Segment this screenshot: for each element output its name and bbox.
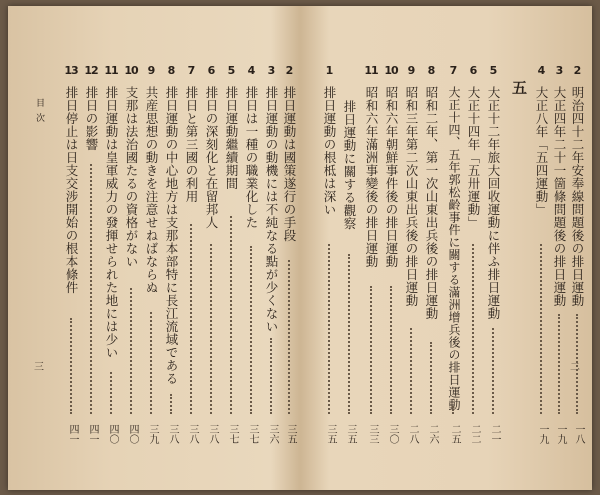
- entry-page: 二一: [489, 424, 500, 444]
- entry-page: 二二: [469, 424, 480, 444]
- entry-title: 昭和三年第二次山東出兵後の排日運動: [404, 86, 419, 307]
- entry-page: 三八: [187, 424, 198, 444]
- dot-leader: [130, 288, 132, 414]
- dot-leader: [452, 406, 454, 414]
- entry-title: 昭和六年朝鮮事件後の排日運動: [384, 86, 399, 268]
- entry-number: 10: [124, 64, 138, 77]
- entry-title: 排日と第三國の利用: [184, 86, 199, 203]
- entry-number: 11: [364, 64, 378, 77]
- entry-number: 6: [207, 64, 215, 77]
- entry-number: 2: [285, 64, 293, 77]
- entry-number: 9: [407, 64, 415, 77]
- entry-page: 三五: [325, 424, 336, 444]
- entry-number: 3: [267, 64, 275, 77]
- toc-entry: [222, 64, 240, 444]
- dot-leader: [370, 286, 372, 414]
- entry-page: 三三: [367, 424, 378, 444]
- entry-number: 1: [325, 64, 333, 77]
- entry-page: 三七: [247, 424, 258, 444]
- entry-title: 排日運動の動機には不純なる點が少くない: [264, 86, 279, 333]
- entry-number: 4: [247, 64, 255, 77]
- right-page: [300, 6, 592, 490]
- page-number: 三: [34, 362, 44, 373]
- entry-page: 二五: [449, 424, 460, 444]
- entry-number: 13: [64, 64, 78, 77]
- entry-number: 6: [469, 64, 477, 77]
- toc-entry: [444, 64, 462, 444]
- open-book: [8, 6, 592, 490]
- dot-leader: [90, 164, 92, 414]
- entry-page: 三九: [147, 424, 158, 444]
- entry-title: 昭和二年、第一次山東出兵後の排日運動: [424, 86, 439, 320]
- entry-number: 11: [104, 64, 118, 77]
- entry-title: 大正十四年「五卅運動」: [466, 86, 481, 229]
- dot-leader: [210, 244, 212, 414]
- toc-entry: [202, 64, 220, 444]
- dot-leader: [430, 342, 432, 414]
- dot-leader: [230, 216, 232, 414]
- entry-title: 排日運動は國策遂行の手段: [282, 86, 297, 242]
- dot-leader: [110, 372, 112, 414]
- dot-leader: [150, 312, 152, 414]
- toc-entry: [568, 64, 586, 444]
- toc-entry: [242, 64, 260, 444]
- dot-leader: [558, 314, 560, 414]
- left-page: [8, 6, 300, 490]
- dot-leader: [328, 244, 330, 414]
- entry-page: 三〇: [387, 424, 398, 444]
- entry-title: 排日の影響: [84, 86, 99, 151]
- entry-title: 大正四年二十一箇條問題後の排日運動: [552, 86, 567, 307]
- entry-page: 四〇: [107, 424, 118, 444]
- entry-number: 9: [147, 64, 155, 77]
- dot-leader: [540, 244, 542, 414]
- toc-entry: [142, 64, 160, 444]
- toc-entry: [422, 64, 440, 444]
- dot-leader: [348, 254, 350, 414]
- toc-entry: [464, 64, 482, 444]
- entry-page: 二六: [427, 424, 438, 444]
- dot-leader: [250, 246, 252, 414]
- entry-title: 大正八年「五四運動」: [534, 86, 549, 216]
- dot-leader: [70, 318, 72, 414]
- toc-entry: [340, 64, 358, 444]
- entry-page: 四〇: [127, 424, 138, 444]
- toc-entry: [280, 64, 298, 444]
- entry-title: 昭和六年滿洲事變後の排日運動: [364, 86, 379, 268]
- dot-leader: [410, 328, 412, 414]
- entry-title: 支那は法治國たるの資格がない: [124, 86, 139, 268]
- dot-leader: [288, 260, 290, 414]
- entry-page: 三七: [227, 424, 238, 444]
- dot-leader: [170, 394, 172, 414]
- entry-title: 排日運動の中心地方は支那本部特に長江流域である: [164, 86, 179, 385]
- entry-page: 一九: [537, 424, 548, 444]
- entry-page: 二八: [407, 424, 418, 444]
- entry-title: 排日停止は日支交涉開始の根本條件: [64, 86, 79, 294]
- entry-number: 5: [227, 64, 235, 77]
- entry-title: 排日運動繼續期間: [224, 86, 239, 190]
- entry-title: 排日運動の根柢は深い: [322, 86, 337, 216]
- entry-title: 大正十二年旅大回收運動に伴ふ排日運動: [486, 86, 501, 320]
- entry-title: 共産思想の動きを注意せねばならぬ: [144, 86, 159, 294]
- entry-number: 4: [537, 64, 545, 77]
- toc-entry: [102, 64, 120, 444]
- entry-number: 7: [187, 64, 195, 77]
- toc-entry: [484, 64, 502, 444]
- entry-title: 排日は一種の職業化した: [244, 86, 259, 229]
- toc-entry: [320, 64, 338, 444]
- dot-leader: [390, 286, 392, 414]
- entry-page: 四一: [87, 424, 98, 444]
- entry-number: 2: [573, 64, 581, 77]
- entry-number: 8: [167, 64, 175, 77]
- entry-page: 四一: [67, 424, 78, 444]
- toc-entry: [382, 64, 400, 444]
- entry-page: 三五: [285, 424, 296, 444]
- entry-title: 排日運動に關する觀察: [342, 100, 357, 230]
- entry-number: 7: [449, 64, 457, 77]
- toc-entry: [550, 64, 568, 444]
- entry-page: 三五: [345, 424, 356, 444]
- entry-number: 10: [384, 64, 398, 77]
- page-number: 二: [570, 362, 580, 373]
- entry-title: 排日の深刻化と在留邦人: [204, 86, 219, 229]
- entry-page: 三八: [207, 424, 218, 444]
- toc-entry: [262, 64, 280, 444]
- section-heading: 五: [510, 80, 528, 95]
- entry-page: 三六: [267, 424, 278, 444]
- dot-leader: [472, 244, 474, 414]
- dot-leader: [492, 328, 494, 414]
- entry-number: 8: [427, 64, 435, 77]
- running-head: 目次: [34, 98, 44, 128]
- entry-page: 一八: [573, 424, 584, 444]
- entry-number: 3: [555, 64, 563, 77]
- dot-leader: [190, 224, 192, 414]
- toc-entry: [62, 64, 80, 444]
- toc-entry: [532, 64, 550, 444]
- dot-leader: [576, 314, 578, 414]
- entry-title: 明治四十二年安奉線問題後の排日運動: [570, 86, 585, 307]
- toc-entry: [402, 64, 420, 444]
- entry-title: 大正十四、五年郭松齡事件に關する滿洲增兵後の排日運動: [447, 86, 461, 411]
- toc-entry: [82, 64, 100, 444]
- entry-number: 12: [84, 64, 98, 77]
- toc-entry: [362, 64, 380, 444]
- dot-leader: [270, 338, 272, 414]
- entry-page: 一九: [555, 424, 566, 444]
- entry-number: 5: [489, 64, 497, 77]
- toc-entry: [182, 64, 200, 444]
- entry-title: 排日運動は皇軍威力の發揮せられた地には少い: [104, 86, 119, 359]
- entry-page: 三八: [167, 424, 178, 444]
- toc-entry: [162, 64, 180, 444]
- toc-entry: [122, 64, 140, 444]
